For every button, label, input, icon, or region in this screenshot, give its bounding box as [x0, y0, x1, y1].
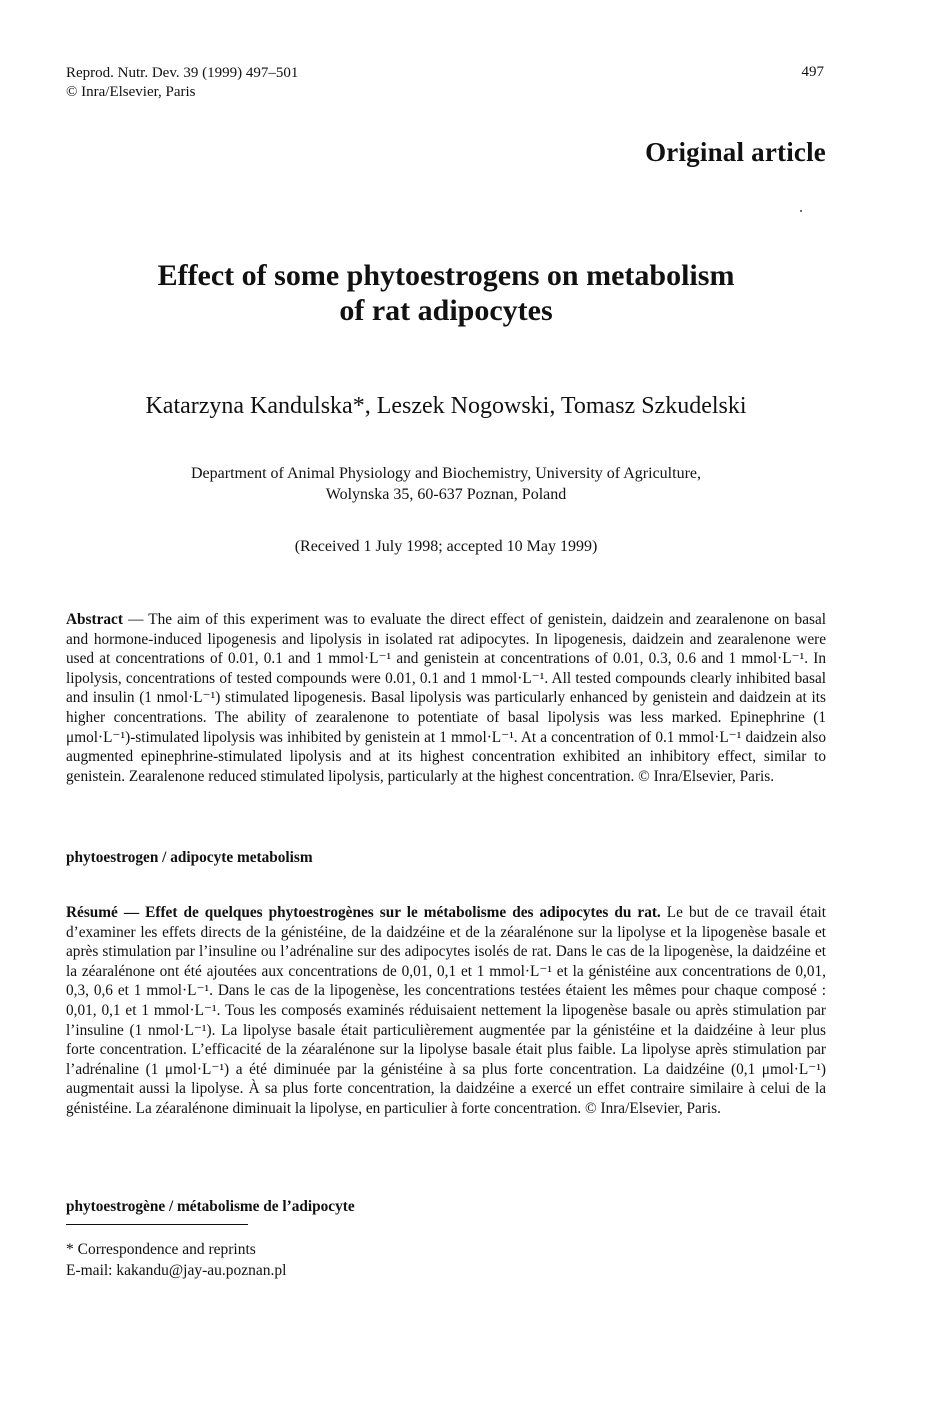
article-type: Original article: [645, 137, 826, 167]
title-line-1: Effect of some phytoestrogens on metabolism: [157, 259, 735, 292]
footnote: [66, 1239, 286, 1281]
affiliation: [66, 463, 826, 505]
resume-label: Résumé — Effet de quelques phytoestrogènes sur le métabolisme des adipocytes du rat.: [66, 904, 661, 921]
footnote-divider: [66, 1224, 248, 1225]
footnote-email: E-mail: kakandu@jay-au.poznan.pl: [66, 1262, 287, 1279]
author-list: Katarzyna Kandulska*, Leszek Nogowski, Tomasz Szkudelski: [145, 393, 747, 419]
resume-text: Le but de ce travail était d’examiner les effets directs de la génistéine, de la daidzéine et de la zéaralénone sur la lipolyse et la lipogenèse basale et après stimulation par l’insuline ou l’adrénaline sur des adipocytes isolés de rat. Dans le cas de la lipogenèse, la daidzéine et la zéaralénone ont été ajoutées aux concentrations de 0,01, 0,1 et 1 mmol·L⁻¹ et la génistéine aux concentrations de 0,01, 0,3, 0,6 et 1 mmol·L⁻¹. Dans le cas de la lipogenèse, les concentrations testées étaient les mêmes pour chaque composé : 0,01, 0,1 et 1 mmol·L⁻¹. Tous les composés examinés réduisaient nettement la lipogenèse basale ou après stimulation par l’insuline (1 nmol·L⁻¹). La lipolyse basale était particulièrement augmentée par la génistéine et la daidzéine à leur plus forte concentration. L’efficacité de la zéaralénone sur la lipolyse basale était plus faible. La lipolyse après stimulation par l’adrénaline (1 μmol·L⁻¹) a été diminuée par la génistéine à sa plus forte concentration. La daidzéine (0,1 μmol·L⁻¹) augmentait aussi la lipolyse. À sa plus forte concentration, la daidzéine a exercé un effet contraire similaire à celui de la génistéine. La zéaralénone diminuait la lipolyse, en particulier à forte concentration. © Inra/Elsevier, Paris.: [66, 904, 827, 1117]
journal-header: [66, 64, 298, 102]
stray-dot: [800, 210, 802, 212]
received-dates: (Received 1 July 1998; accepted 10 May 1999): [294, 538, 598, 555]
footnote-correspondence: * Correspondence and reprints: [66, 1241, 256, 1258]
affiliation-line-2: Wolynska 35, 60-637 Poznan, Poland: [325, 486, 567, 503]
affiliation-line-1: Department of Animal Physiology and Biochemistry, University of Agriculture,: [191, 465, 701, 482]
abstract: [66, 610, 826, 786]
page-number: 497: [801, 64, 824, 80]
resume: [66, 903, 826, 1119]
article-title: [66, 258, 826, 328]
title-line-2: of rat adipocytes: [339, 294, 553, 327]
abstract-label: Abstract: [66, 611, 123, 628]
journal-citation: Reprod. Nutr. Dev. 39 (1999) 497–501: [66, 65, 299, 81]
abstract-text: — The aim of this experiment was to evaluate the direct effect of genistein, daidzein and zearalenone on basal and hormone-induced lipogenesis and lipolysis in isolated rat adipocytes. In lipogenesis, daidzein and zearalenone were used at concentrations of 0.01, 0.1 and 1 mmol·L⁻¹ and genistein at concentrations of 0.01, 0.3, 0.6 and 1 mmol·L⁻¹. In lipolysis, concentrations of tested compounds were 0.01, 0.1 and 1 mmol·L⁻¹. All tested compounds clearly inhibited basal and insulin (1 nmol·L⁻¹) stimulated lipogenesis. Basal lipolysis was particularly enhanced by genistein and daidzein at its higher concentrations. The ability of zearalenone to potentiate of basal lipolysis was less marked. Epinephrine (1 μmol·L⁻¹)-stimulated lipolysis was inhibited by genistein at 1 mmol·L⁻¹. At a concentration of 0.1 mmol·L⁻¹ daidzein also augmented epinephrine-stimulated lipolysis and at its highest concentration exhibited an inhibitory effect, similar to genistein. Zearalenone reduced stimulated lipolysis, particularly at the highest concentration. © Inra/Elsevier, Paris.: [66, 611, 826, 785]
keywords: phytoestrogen / adipocyte metabolism: [66, 849, 313, 866]
keywords-french: phytoestrogène / métabolisme de l’adipocyte: [66, 1198, 355, 1215]
publisher-line: © Inra/Elsevier, Paris: [66, 84, 196, 100]
